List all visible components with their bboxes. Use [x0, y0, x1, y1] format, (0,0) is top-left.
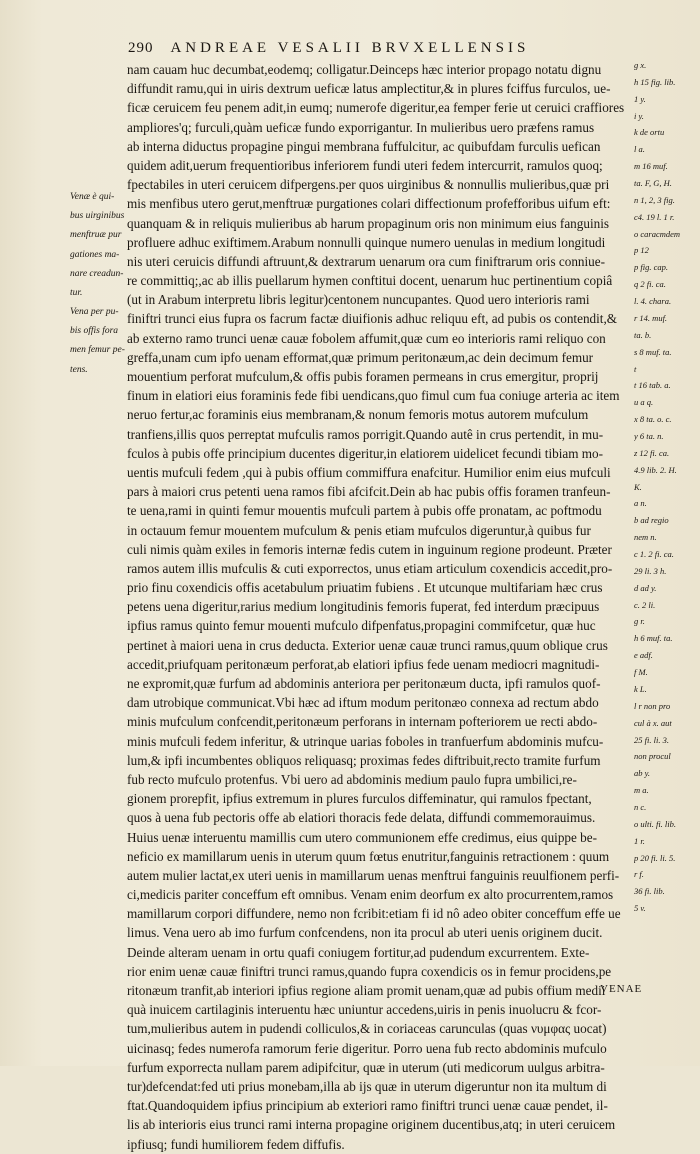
- text-line: autem mulier lactat,ex uteri uenis in mamillarum uenas menftrui fanguinis reuulfionem perfi-: [127, 867, 620, 883]
- text-line: nis uteri ceruicis diffundi aftruunt,& dextrarum uenarum ora cum finiftrarum oris conniue-: [127, 253, 606, 269]
- text-line: quà inuicem cartilaginis interuentu hæc uniuntur accedens,uiris in penis inuolucru & fcor-: [127, 1002, 602, 1018]
- text-line: ftat.Quandoquidem ipfius principium ab exteriori ramo finiftri trunci uenæ cauæ pendet, il-: [127, 1098, 608, 1114]
- margin-reference: i y.: [634, 111, 644, 121]
- text-line: quidem adit,uerum frequentioribus inferiorem fundi uteri fedem intercurrit, ramulos quoq;: [127, 157, 603, 173]
- margin-reference: e adf.: [634, 650, 653, 660]
- margin-note-line: bus uirginibus: [70, 211, 125, 222]
- text-line: rior enim uenæ cauæ finiftri trunci ramus,quando fupra coxendicis os in femur procidens,pe: [127, 963, 612, 979]
- margin-note-virgins: [70, 188, 128, 303]
- margin-note-line: gationes ma-: [70, 249, 120, 260]
- text-line: greffa,unam cum ipfo uenam efformat,quæ primum peritonæum,ac dein decimum femur: [127, 349, 594, 365]
- margin-reference: u a q.: [634, 397, 654, 407]
- catchword: VENAE: [600, 983, 643, 995]
- margin-note-line: Venæ è qui-: [70, 192, 115, 202]
- margin-reference: g r.: [634, 616, 645, 626]
- text-line: ci,medicis pariter conceffum eft omnibus. Venam enim deorfum ex alto procurrentem,ramos: [127, 887, 614, 903]
- margin-reference: d ad y.: [634, 583, 657, 593]
- margin-reference: f M.: [634, 667, 648, 677]
- margin-note-line: nare creadun-: [70, 268, 124, 279]
- margin-reference: h 6 muf. ta.: [634, 633, 673, 643]
- margin-reference: r f.: [634, 869, 644, 879]
- margin-reference: t 16 tab. a.: [634, 380, 671, 390]
- margin-reference: non procul: [634, 751, 671, 761]
- margin-note-line: tur.: [70, 287, 83, 298]
- text-line: furfum exporrecta nullam parem adipifcitur, quæ in uterum (uti medicorum uulgus arbitra-: [127, 1059, 605, 1075]
- margin-reference: a n.: [634, 498, 647, 508]
- text-line: petens uena digeritur,rarius medium longitudinis femoris fuperat, fed interdum præcipuus: [127, 599, 600, 615]
- margin-reference: n c.: [634, 802, 647, 812]
- margin-reference: ta. b.: [634, 330, 652, 340]
- text-line: finum in elatiori eius foraminis fede fibi uendicans,quo fimul cum fua coniuge arteria ac item: [127, 388, 620, 404]
- margin-reference: k de ortu: [634, 127, 665, 137]
- text-line: prio finu coxendicis offis acetabulum priuatim fubiens . Et utcunque multifariam hæc crus: [127, 580, 603, 596]
- margin-reference: ab y.: [634, 768, 651, 778]
- margin-reference: m a.: [634, 785, 649, 795]
- margin-reference: r 14. muf.: [634, 313, 668, 323]
- margin-reference: s 8 muf. ta.: [634, 347, 672, 357]
- text-line: in octauum femur mouentem mufculum & penis etiam mufculos digeruntur,à quibus fur: [127, 522, 591, 538]
- margin-reference: ta. F, G, H.: [634, 178, 672, 188]
- margin-reference: n 1, 2, 3 fig.: [634, 195, 675, 205]
- margin-reference: 5 v.: [634, 903, 646, 913]
- margin-reference: m 16 muf.: [634, 161, 668, 171]
- margin-reference: t: [634, 364, 637, 374]
- margin-reference: 1 y.: [634, 94, 646, 104]
- text-line: uentis mufculi fedem ,qui à pubis offium commiffura enafcitur. Humilior enim eius mufculi: [127, 464, 611, 480]
- text-line: pars à maiori crus petenti uena ramos fibi afcifcit.Dein ab hac pubis offis foramen tranfeun-: [127, 484, 611, 500]
- text-line: nam cauam huc decumbat,eodemq; colligatur.Deinceps hæc interior propago notatu dignu: [127, 62, 602, 77]
- margin-reference: x 8 ta. o. c.: [634, 414, 672, 424]
- text-line: ab interna diductus propagine pingui membrana fuffulcitur, ac quibufdam furculis uefican: [127, 138, 601, 154]
- margin-note-line: menftruæ pur: [70, 230, 122, 241]
- margin-reference: K.: [634, 482, 642, 492]
- margin-reference: b ad regio: [634, 515, 669, 525]
- text-line: fculos à pubis offe principium ducentes digeritur,in elatiorem uidelicet fecundi tibiam mo-: [127, 445, 604, 461]
- text-line: mouentium perforat mufculum,& offis pubis foramen permeans in crus emergitur, proprij: [127, 369, 599, 384]
- text-line: tranfiens,illis quos perreptat mufculis ramos porrigit.Quando autê in crus pertendit, in mu-: [127, 426, 604, 442]
- text-line: finiftri trunci eius fupra os facrum factæ diuifionis adhuc reliquu eft, ad pubis os contendit,&: [127, 311, 618, 327]
- text-line: Deinde alteram uenam in ortu quafi coniugem fortitur,ad pudendum excurrentem. Exte-: [127, 944, 590, 960]
- margin-reference: z 12 fi. ca.: [634, 448, 670, 458]
- text-line: neficio ex mamillarum uenis in uterum quum fœtus enutritur,fanguinis retractionem : quum: [127, 848, 610, 864]
- margin-reference: 25 fi. li. 3.: [634, 735, 669, 745]
- margin-reference: nem n.: [634, 532, 657, 542]
- margin-reference: p 20 fi. li. 5.: [634, 853, 676, 863]
- text-line: quanquam & in reliquis mulieribus ab harum propaginum oris non minimum eius fanguinis: [127, 215, 610, 231]
- text-line: profluere adhuc exiftimem.Arabum nonnulli quinque numero uenulas in medium longitudi: [127, 234, 606, 250]
- text-line: ficæ ceruicem feu penem adit,in eumq; numerofe digeritur,ea femper ferie ut ceruici craffiores: [127, 100, 625, 116]
- text-line: te uena,rami in quinti femur mouentis mufculi partem à pubis offe pronatam, ac poftmodu: [127, 503, 602, 519]
- margin-reference: l. 4. chara.: [634, 296, 672, 306]
- margin-note-line: bis offis fora: [70, 326, 119, 337]
- text-line: re committiq;,ac ab illis puellarum hymen conftitui docent, uenarum huc pertinentium copiâ: [127, 273, 613, 289]
- text-line: fpectabiles in uteri ceruicem difpergens.per quos uirginibus & nonnullis mulieribus,quæ pri: [127, 177, 610, 193]
- text-line: minis mufculi fedem inferitur, & utrinque uarias foboles in tranfuerfum abdominis mufcu-: [127, 733, 604, 749]
- text-line: ramos autem illis mufculis & cuti exporrectos, unus etiam articulum coxendicis accedit,pro-: [127, 560, 613, 576]
- margin-reference: h 15 fig. lib.: [634, 77, 676, 87]
- text-line: ipfius ramus quinto femur mouenti mufculo difpenfatus,propagini commifcetur, quæ huc: [127, 618, 596, 634]
- margin-reference: g x.: [634, 60, 647, 70]
- text-line: mis menfibus utero gerut,menftruæ purgationes colari diffectionum profefforibus uifum eft:: [127, 196, 611, 212]
- text-line: pertinet à maiori uena in crus deducta. Exterior uenæ cauæ trunci ramus,quum oblique crus: [127, 637, 608, 653]
- margin-reference: c. 2 li.: [634, 600, 656, 610]
- text-line: lum,& ipfi incumbentes obliquos reliquasq; proximas fedes diftribuit,recto tramite furfum: [127, 752, 601, 768]
- margin-note-line: tens.: [70, 364, 88, 375]
- running-title: ANDREAE VESALII BRVXELLENSIS: [170, 40, 530, 56]
- margin-note-pubic-vein: [70, 303, 128, 380]
- text-line: ampliores'q; furculi,quàm ueficæ fundo exporrigantur. In mulieribus uero præfens ramus: [127, 119, 595, 135]
- text-line: accedit,priufquam peritonæum perforat,ab elatiori ipfius fede uenam mediocri magnitudi-: [127, 656, 600, 672]
- margin-note-line: men femur pe-: [70, 345, 125, 356]
- text-line: uicinasq; fedes numerofa ramorum ferie digeritur. Porro uena fub recto abdominis mufculo: [127, 1040, 607, 1056]
- margin-reference: p fig. cap.: [634, 262, 668, 272]
- margin-reference: 1 r.: [634, 836, 645, 846]
- margin-reference: p 12: [634, 245, 649, 255]
- margin-note-line: Vena per pu-: [70, 307, 119, 317]
- margin-reference: 29 li. 3 h.: [634, 566, 667, 576]
- text-line: ne expromit,quæ furfum ad abdominis anteriora per peritonæum ducta, ipfi ramulos quof-: [127, 676, 601, 691]
- margin-reference: l a.: [634, 144, 645, 154]
- text-line: quos à uena fub pectoris offe ab elatiori thoracis fede delata, diffundi commemorauimus.: [127, 810, 596, 826]
- margin-reference: 36 fi. lib.: [634, 886, 665, 896]
- margin-reference: k L.: [634, 684, 647, 694]
- text-line: fub recto mufculo protenfus. Vbi uero ad abdominis medium paulo fupra umbilici,re-: [127, 771, 577, 787]
- margin-reference: o caracmdem: [634, 229, 681, 239]
- main-text-column: [127, 60, 632, 1154]
- margin-reference: y 6 ta. n.: [634, 431, 664, 441]
- text-line: ab externo ramo trunci uenæ cauæ fobolem affumit,quæ cum eo interioris rami reliquo con: [127, 330, 606, 346]
- page-number: 290: [128, 40, 154, 56]
- text-line: ipfiusq; fundi humiliorem fedem diffufis.: [127, 1136, 345, 1152]
- text-line: culi nimis quàm exiles in femoris internæ fedis cutem in inguinum regione prodeunt. Præter: [127, 541, 612, 557]
- margin-reference: c4. 19 l. 1 r.: [634, 212, 675, 222]
- text-line: ritonæum tranfit,ab interiori ipfius regione aliam promit uenam,quæ ad pubis offium medii: [127, 983, 606, 998]
- text-line: tur)defcendat:fed uti prius monebam,illa ab ijs quæ in uterum digeruntur non ita multum di: [127, 1078, 607, 1094]
- text-line: dam utrobique communicat.Vbi hæc ad iftum modum peritonæo connexa ad rectum abdo: [127, 695, 599, 711]
- margin-reference: o ulti. fi. lib.: [634, 819, 677, 829]
- margin-reference: q 2 fi. ca.: [634, 279, 666, 289]
- margin-reference: c 1. 2 fi. ca.: [634, 549, 674, 559]
- text-line: gionem prorepfit, ipfius extremum in plures furculos diffeminatur, qui ramulos fpectant,: [127, 791, 592, 807]
- margin-reference: cul à x. aut: [634, 718, 672, 728]
- margin-reference: l r non pro: [634, 701, 671, 711]
- text-line: neruo fertur,ac foraminis eius membranam,& nonum femoris motus autorem mufculum: [127, 407, 589, 423]
- text-line: lis ab interioris eius trunci rami interna propagine originem ducentibus,atq; in uteri ceruicem: [127, 1117, 616, 1133]
- text-line: mamillarum corpori diffundere, nemo non fcribit:etiam fi id nô adeo obiter conceffum effe ue: [127, 906, 621, 922]
- text-line: tum,mulieribus autem in pudendi colliculos,& in coriaceas carunculas (quas νυμφας uocat): [127, 1021, 607, 1037]
- text-line: diffundit ramu,qui in uiris dextrum ueficæ latus amplectitur,& in plures fciffus furculos, ue-: [127, 81, 611, 97]
- text-line: (ut in Arabum interpretu libris legitur)centonem nuncupantes. Quod uero interioris rami: [127, 292, 590, 308]
- text-line: limus. Vena uero ab imo furfum confcendens, non ita procul ab uteri uenis originem ducit.: [127, 925, 603, 941]
- text-line: Huius uenæ interuentu mamillis cum utero communionem effe credimus, eius quippe be-: [127, 829, 598, 845]
- margin-reference: 4.9 lib. 2. H.: [634, 465, 677, 475]
- text-line: minis mufculum confcendit,peritonæum perforans in internam pofteriorem ue recti abdo-: [127, 714, 598, 730]
